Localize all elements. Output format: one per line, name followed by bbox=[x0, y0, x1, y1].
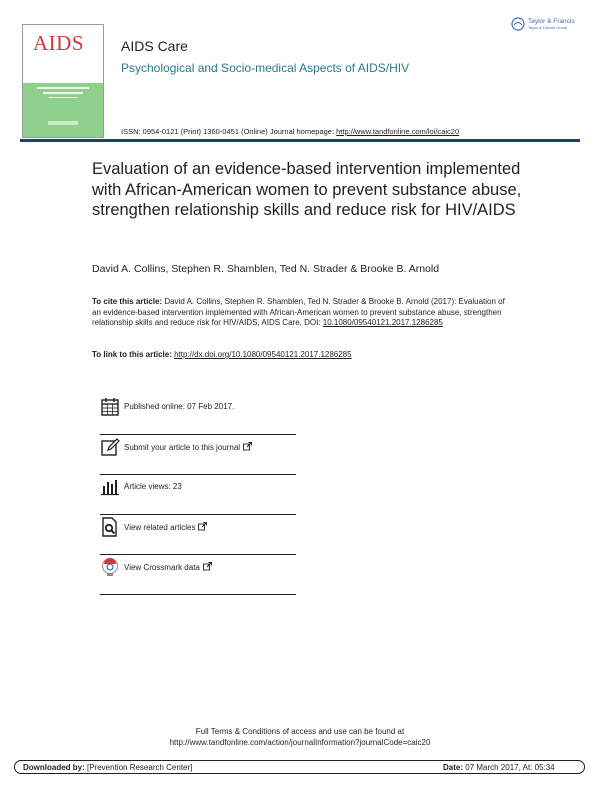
crossmark-link[interactable] bbox=[124, 562, 212, 572]
journal-cover bbox=[22, 24, 104, 138]
article-views-text: Article views: 23 bbox=[124, 482, 182, 491]
article-views-row bbox=[100, 476, 296, 515]
external-link-icon bbox=[198, 522, 207, 531]
citation-block bbox=[92, 297, 512, 329]
citation-text: David A. Collins, Stephen R. Shamblen, Ted N. Strader & Brooke B. Arnold (2017): Evaluation of an evidence-based intervention implemented with African-American women to prevent substance abuse, strengthen relationship skills and reduce risk for HIV/AIDS, AIDS Care, DOI: bbox=[92, 297, 505, 327]
article-link-url[interactable]: http://dx.doi.org/10.1080/09540121.2017.1286285 bbox=[174, 350, 352, 359]
cover-line bbox=[49, 97, 77, 98]
submit-article-label: Submit your article to this journal bbox=[124, 443, 241, 452]
issn-text: ISSN: 0954-0121 (Print) 1360-0451 (Online) Journal homepage: bbox=[121, 127, 337, 136]
crossmark-label: View Crossmark data bbox=[124, 563, 200, 572]
terms-link[interactable]: http://www.tandfonline.com/action/journalInformation?journalCode=caic20 bbox=[169, 738, 431, 747]
article-link-label: To link to this article: bbox=[92, 350, 175, 359]
terms-footer bbox=[100, 726, 500, 748]
downloaded-by-value: [Prevention Research Center] bbox=[84, 763, 193, 772]
calendar-icon bbox=[100, 397, 120, 417]
citation-doi-link[interactable]: 10.1080/09540121.2017.1286285 bbox=[322, 318, 443, 327]
related-articles-label: View related articles bbox=[124, 523, 196, 532]
document-search-icon bbox=[100, 517, 120, 537]
publisher-name: Taylor & Francis bbox=[528, 18, 575, 25]
downloaded-by bbox=[23, 763, 192, 772]
submit-article-link[interactable] bbox=[124, 442, 252, 452]
published-online-text: Published online: 07 Feb 2017. bbox=[124, 402, 235, 411]
cover-footer-mark bbox=[48, 121, 78, 125]
journal-subtitle: Psychological and Socio-medical Aspects of AIDS/HIV bbox=[121, 61, 410, 75]
edit-icon bbox=[100, 437, 120, 457]
journal-title: AIDS Care bbox=[121, 38, 188, 54]
journal-homepage-link[interactable]: http://www.tandfonline.com/loi/caic20 bbox=[336, 127, 460, 136]
external-link-icon bbox=[243, 442, 252, 451]
article-link-line bbox=[92, 350, 352, 359]
related-articles-row[interactable] bbox=[100, 516, 296, 555]
published-online-row bbox=[100, 396, 296, 435]
publisher-tagline: Taylor & Francis Group bbox=[528, 26, 567, 30]
header-rule bbox=[20, 139, 580, 142]
download-date-label: Date: bbox=[443, 763, 464, 772]
download-date-value: 07 March 2017, At: 05:34 bbox=[463, 763, 555, 772]
cover-title-top: AIDS bbox=[33, 31, 85, 55]
cover-line bbox=[43, 92, 83, 94]
terms-text: Full Terms & Conditions of access and use can be found at bbox=[195, 727, 405, 736]
citation-label: To cite this article: bbox=[92, 297, 163, 306]
downloaded-by-label: Downloaded by: bbox=[23, 763, 85, 772]
crossmark-row[interactable] bbox=[100, 556, 296, 595]
external-link-icon bbox=[203, 562, 212, 571]
article-title: Evaluation of an evidence-based intervention implemented with African-American women to prevent substance abuse, strengthen relationship skills and reduce risk for HIV/AIDS bbox=[92, 160, 522, 219]
article-authors: David A. Collins, Stephen R. Shamblen, Ted N. Strader & Brooke B. Arnold bbox=[92, 263, 440, 275]
crossmark-icon bbox=[100, 557, 120, 577]
download-info-bar bbox=[14, 760, 585, 774]
publisher-logo-icon bbox=[511, 17, 525, 31]
cover-line bbox=[37, 87, 89, 89]
issn-line bbox=[121, 127, 459, 136]
download-date bbox=[443, 763, 555, 772]
submit-article-row[interactable] bbox=[100, 436, 296, 475]
bar-chart-icon bbox=[100, 477, 120, 497]
related-articles-link[interactable] bbox=[124, 522, 207, 532]
cover-title-bottom: care bbox=[36, 55, 76, 77]
